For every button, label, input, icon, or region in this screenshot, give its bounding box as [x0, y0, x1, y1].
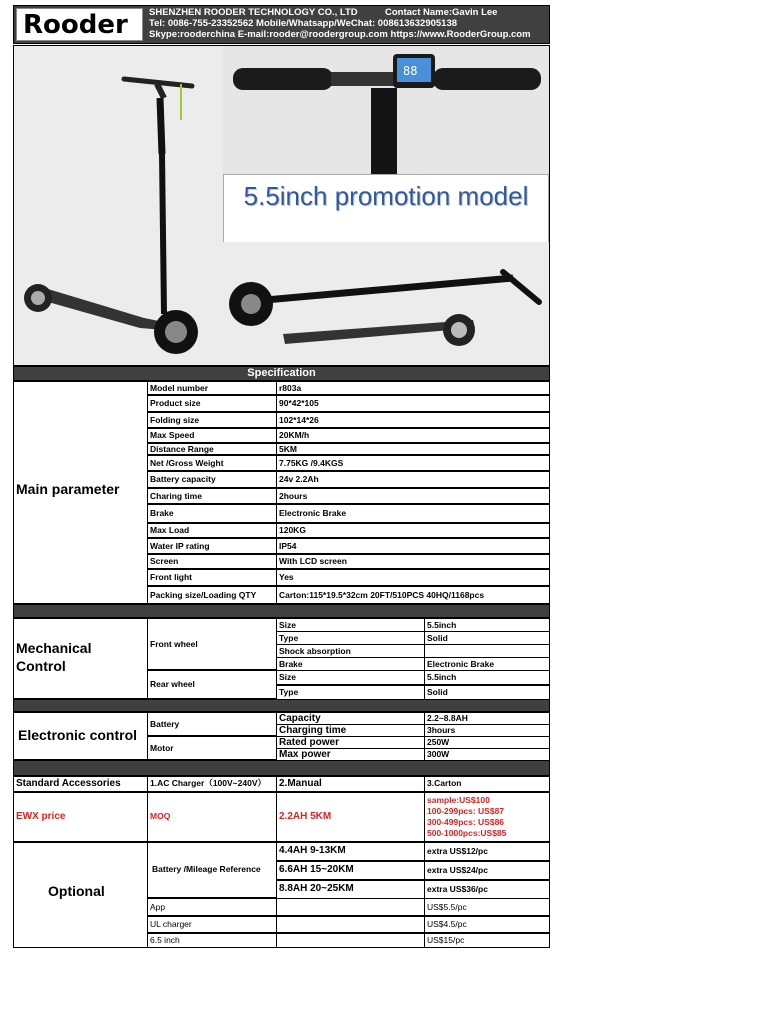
spec-value: r803a	[276, 381, 550, 395]
elec-key: Charging time	[276, 724, 425, 737]
separator-bar	[13, 760, 550, 776]
mech-value	[424, 644, 550, 658]
accessory-1: 1.AC Charger（100V~240V）	[147, 776, 277, 792]
optional-label: Optional	[48, 883, 105, 899]
elec-table	[276, 712, 550, 760]
price-tiers	[424, 792, 550, 842]
mech-key: Size	[276, 670, 425, 685]
price-model: 2.2AH 5KM	[279, 811, 332, 822]
extra-price: US$5.5/pc	[424, 898, 550, 916]
price-label-cell	[13, 792, 148, 842]
spec-key: Charing time	[147, 488, 277, 504]
spec-row	[147, 538, 550, 554]
rooder-logo	[16, 8, 143, 41]
elec-key: Max power	[276, 748, 425, 761]
spec-row	[147, 455, 550, 471]
battery-option-price: extra US$12/pc	[424, 842, 550, 861]
mech-table	[276, 618, 550, 699]
mech-value: 5.5inch	[424, 670, 550, 685]
extra-blank	[276, 916, 425, 933]
spec-value: 120KG	[276, 523, 550, 538]
price-tier: 300-499pcs: US$86	[427, 817, 505, 827]
elec-value: 250W	[424, 736, 550, 749]
spec-value: Yes	[276, 569, 550, 586]
spec-row	[147, 443, 550, 455]
product-photos	[13, 45, 550, 366]
price-model-cell	[276, 792, 425, 842]
mech-value: 5.5inch	[424, 618, 550, 632]
promo-title: 5.5inch promotion model	[243, 181, 529, 211]
rear-wheel-label: Rear wheel	[150, 679, 195, 689]
tel-line: Tel: 0086-755-23352562 Mobile/Whatsapp/WeChat: 008613632905138	[149, 18, 458, 29]
battery-option-price: extra US$24/pc	[424, 861, 550, 880]
spec-value: 24v 2.2Ah	[276, 471, 550, 488]
spec-row	[147, 504, 550, 523]
accessories-label: Standard Accessories	[13, 776, 148, 792]
battery-option-key: 6.6AH 15~20KM	[276, 861, 425, 880]
mech-value: Solid	[424, 685, 550, 700]
mech-value: Electronic Brake	[424, 657, 550, 671]
extras-table	[147, 898, 550, 948]
spec-value: 2hours	[276, 488, 550, 504]
spec-key: Screen	[147, 554, 277, 569]
spec-value: Carton:115*19.5*32cm 20FT/510PCS 40HQ/1168pcs	[276, 586, 550, 604]
spec-value: With LCD screen	[276, 554, 550, 569]
separator-bar	[13, 604, 550, 618]
contact-name: Contact Name:Gavin Lee	[385, 7, 498, 18]
extra-price: US$15/pc	[424, 933, 550, 948]
accessory-2: 2.Manual	[276, 776, 425, 792]
moq-cell	[147, 792, 277, 842]
spec-title: Specification	[13, 366, 550, 381]
mech-label-cell	[13, 618, 148, 699]
spec-key: Battery capacity	[147, 471, 277, 488]
extra-key: 6.5 inch	[147, 933, 277, 948]
optional-label-cell	[13, 842, 148, 948]
extra-price: US$4.5/pc	[424, 916, 550, 933]
promo-banner	[223, 174, 549, 243]
spec-key: Product size	[147, 395, 277, 412]
price-tier: 500-1000pcs:US$85	[427, 828, 507, 838]
front-wheel-cell	[147, 618, 277, 670]
scooter-standing-image	[14, 46, 224, 366]
accessory-3: 3.Carton	[424, 776, 550, 792]
spec-key: Packing size/Loading QTY	[147, 586, 277, 604]
skype-email-line: Skype:rooderchina E-mail:rooder@roodergroup.com https://www.RooderGroup.com	[149, 29, 531, 40]
svg-text:88: 88	[403, 64, 418, 78]
spec-row	[147, 395, 550, 412]
moq-label: MOQ	[150, 811, 171, 821]
motor-cell	[147, 736, 277, 760]
main-param-label: Main parameter	[16, 481, 120, 497]
spec-row	[147, 569, 550, 586]
elec-value: 3hours	[424, 724, 550, 737]
extra-blank	[276, 933, 425, 948]
spec-row	[147, 381, 550, 395]
spec-row	[147, 554, 550, 569]
spec-value: 20KM/h	[276, 428, 550, 443]
spec-row	[147, 523, 550, 538]
battery-label: Battery	[150, 719, 180, 729]
spec-value: Electronic Brake	[276, 504, 550, 523]
mech-value: Solid	[424, 631, 550, 645]
mech-key: Brake	[276, 657, 425, 671]
elec-label: Electronic control	[18, 727, 138, 743]
extra-key: UL charger	[147, 916, 277, 933]
spec-key: Brake	[147, 504, 277, 523]
handlebar-lcd-image	[223, 46, 549, 174]
battery-option-key: 8.8AH 20~25KM	[276, 880, 425, 899]
spec-row	[147, 428, 550, 443]
separator-bar	[13, 699, 550, 712]
elec-value: 300W	[424, 748, 550, 761]
spec-row	[147, 586, 550, 604]
rear-wheel-cell	[147, 670, 277, 699]
battery-mileage-label: Battery /Mileage Reference	[152, 864, 261, 874]
company-name: SHENZHEN ROODER TECHNOLOGY CO., LTD	[149, 7, 358, 18]
front-wheel-label: Front wheel	[150, 639, 198, 649]
mech-key: Type	[276, 685, 425, 700]
price-tier: sample:US$100	[427, 795, 490, 805]
mech-key: Size	[276, 618, 425, 632]
spec-value: IP54	[276, 538, 550, 554]
spec-key: Folding size	[147, 412, 277, 428]
elec-label-cell	[13, 712, 148, 760]
spec-key: Max Speed	[147, 428, 277, 443]
spec-key: Distance Range	[147, 443, 277, 455]
spec-key: Max Load	[147, 523, 277, 538]
mech-label: Mechanical Control	[16, 640, 92, 674]
elec-key: Rated power	[276, 736, 425, 749]
spec-value: 90*42*105	[276, 395, 550, 412]
battery-option-table	[276, 842, 550, 898]
price-tier: 100-299pcs: US$87	[427, 806, 505, 816]
extra-key: App	[147, 898, 277, 916]
mech-key: Type	[276, 631, 425, 645]
price-label: EWX price	[16, 811, 66, 822]
battery-mileage-cell	[147, 842, 277, 898]
main-param-label-cell	[13, 381, 148, 604]
extra-blank	[276, 898, 425, 916]
battery-option-key: 4.4AH 9-13KM	[276, 842, 425, 861]
scooter-folded-image	[223, 242, 549, 366]
spec-key: Model number	[147, 381, 277, 395]
battery-cell	[147, 712, 277, 736]
elec-value: 2.2~8.8AH	[424, 712, 550, 725]
elec-key: Capacity	[276, 712, 425, 725]
spec-key: Net /Gross Weight	[147, 455, 277, 471]
spec-value: 7.75KG /9.4KGS	[276, 455, 550, 471]
spec-value: 5KM	[276, 443, 550, 455]
main-param-table	[147, 381, 550, 604]
spec-row	[147, 471, 550, 488]
spec-key: Water IP rating	[147, 538, 277, 554]
mech-key: Shock absorption	[276, 644, 425, 658]
spec-row	[147, 412, 550, 428]
battery-option-price: extra US$36/pc	[424, 880, 550, 899]
spec-row	[147, 488, 550, 504]
logo-text: Rooder	[23, 10, 128, 40]
spec-value: 102*14*26	[276, 412, 550, 428]
motor-label: Motor	[150, 743, 174, 753]
spec-key: Front light	[147, 569, 277, 586]
